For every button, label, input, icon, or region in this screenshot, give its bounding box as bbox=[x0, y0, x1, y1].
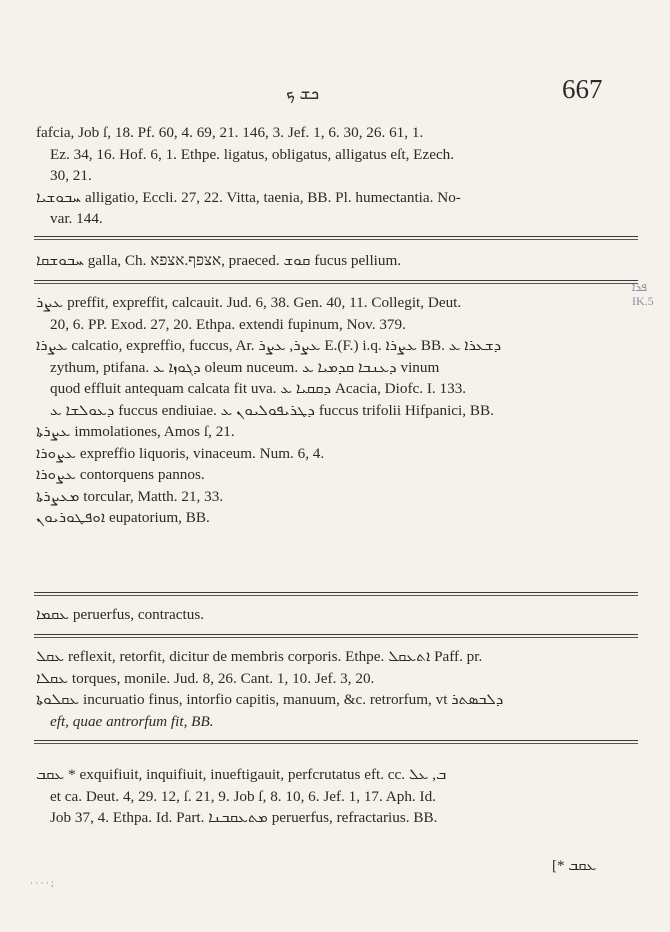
text-line: 20, 6. PP. Exod. 27, 20. Ethpa. extendi fupinum, Nov. 379. bbox=[50, 315, 406, 333]
running-head: ܟܫ ܟ bbox=[286, 84, 320, 103]
text-line: ܥܨܪ preffit, expreffit, calcauit. Jud. 6, 38. Gen. 40, 11. Collegit, Deut. bbox=[36, 294, 462, 311]
text-line: Ez. 34, 16. Hof. 6, 1. Ethpe. ligatus, obligatus, alligatus eſt, Ezech. bbox=[50, 145, 455, 163]
text-line: quod effluit antequam calcata fit uva. ܕܩܩܝܐ ܥ Acacia, Diofc. I. 133. bbox=[50, 380, 467, 397]
text-line: et ca. Deut. 4, 29. 12, ſ. 21, 9. Job ſ, 8. 10, 6. Jef. 1, 17. Aph. Id. bbox=[50, 787, 436, 805]
text-line: ܐܘܦܛܘܪܝܘܢ eupatorium, BB. bbox=[36, 509, 210, 526]
page-number: 667 bbox=[562, 74, 603, 104]
text-line: ܥܨܪܬܐ immolationes, Amos ſ, 21. bbox=[36, 423, 235, 440]
entry-block-5 bbox=[36, 646, 636, 732]
text-line: Job 37, 4. Ethpa. Id. Part. ܡܬܥܩܒܢܐ peruerfus, refractarius. BB. bbox=[50, 809, 438, 826]
text-line: eft, quae antrorfum fit, BB. bbox=[50, 712, 214, 730]
entry-block-3 bbox=[36, 292, 636, 529]
section-rule bbox=[34, 236, 638, 240]
text-line: ܥܩܡܐ peruerfus, contractus. bbox=[36, 606, 205, 623]
margin-annotation: ܦܪܐ IK.5 bbox=[632, 280, 654, 308]
text-line: ܡܥܨܪܬܐ torcular, Matth. 21, 33. bbox=[36, 487, 224, 505]
text-line: ܕܥܘܠܫܐ ܥ fuccus endiuiae. ܕܛܪܝܦܘܠܝܘܢ ܥ fuccus trifolii Hifpanici, BB. bbox=[50, 401, 494, 419]
text-line: zythum, ptifana. ܕܓܘܙܐ ܥ oleum nuceum. ܕܥܢܒܐ ܩܕܡܝܐ ܥ vinum bbox=[50, 358, 440, 376]
entry-block-2 bbox=[36, 250, 636, 272]
text-line: fafcia, Job ſ, 18. Pf. 60, 4. 69, 21. 146, 3. Jef. 1, 6. 30, 26. 61, 1. bbox=[36, 124, 424, 141]
section-rule bbox=[34, 740, 638, 744]
entry-block-6 bbox=[36, 764, 636, 829]
text-line: ܚܒܘܫܝܐ alligatio, Eccli. 27, 22. Vitta, taenia, BB. Pl. humectantia. No- bbox=[36, 188, 461, 206]
text-line: ܥܨܪܐ calcatio, expreffio, fuccus, Ar. ܥܨܪ, ܥܨܪ E.(F.) i.q. ܥܨܪܐ BB. ܕܫܥܪܐ ܥ bbox=[36, 337, 502, 354]
text-line: 30, 21. bbox=[50, 167, 92, 184]
text-line: ܥܩܠܘܬܐ incuruatio finus, intorfio capitis, manuum, &c. retrorfum, vt ܕܠܒܣܬܪ bbox=[36, 691, 504, 708]
page-header bbox=[0, 72, 670, 112]
text-line: ܚܒܘܫܩܐ galla, Ch. אצפף.אצפא, praeced. ܩܘܫ fucus pellium. bbox=[36, 252, 402, 269]
section-rule bbox=[34, 634, 638, 638]
page-smudge: · · · · ; bbox=[30, 878, 54, 888]
section-rule bbox=[34, 592, 638, 596]
entry-block-4 bbox=[36, 604, 636, 626]
text-line: var. 144. bbox=[50, 210, 103, 227]
text-line: ܥܨܘܪܐ expreffio liquoris, vinaceum. Num. 6, 4. bbox=[36, 444, 325, 462]
text-line: ܥܩܠܐ torques, monile. Jud. 8, 26. Cant. 1, 10. Jef. 3, 20. bbox=[36, 669, 375, 687]
text-line: ܥܩܠ reflexit, retorfit, dicitur de membris corporis. Ethpe. ܐܬܥܩܠ Paff. pr. bbox=[36, 648, 483, 665]
text-line: ܥܩܒ * exquifiuit, inquifiuit, inueftigauit, perfcrutatus eft. cc. ܒ, ܥܠ bbox=[36, 766, 447, 783]
text-line: ܥܨܘܪܐ contorquens pannos. bbox=[36, 466, 205, 483]
entry-block-1 bbox=[36, 122, 636, 230]
section-rule bbox=[34, 280, 638, 284]
catchword: [* ܥܩܒ bbox=[552, 858, 597, 874]
